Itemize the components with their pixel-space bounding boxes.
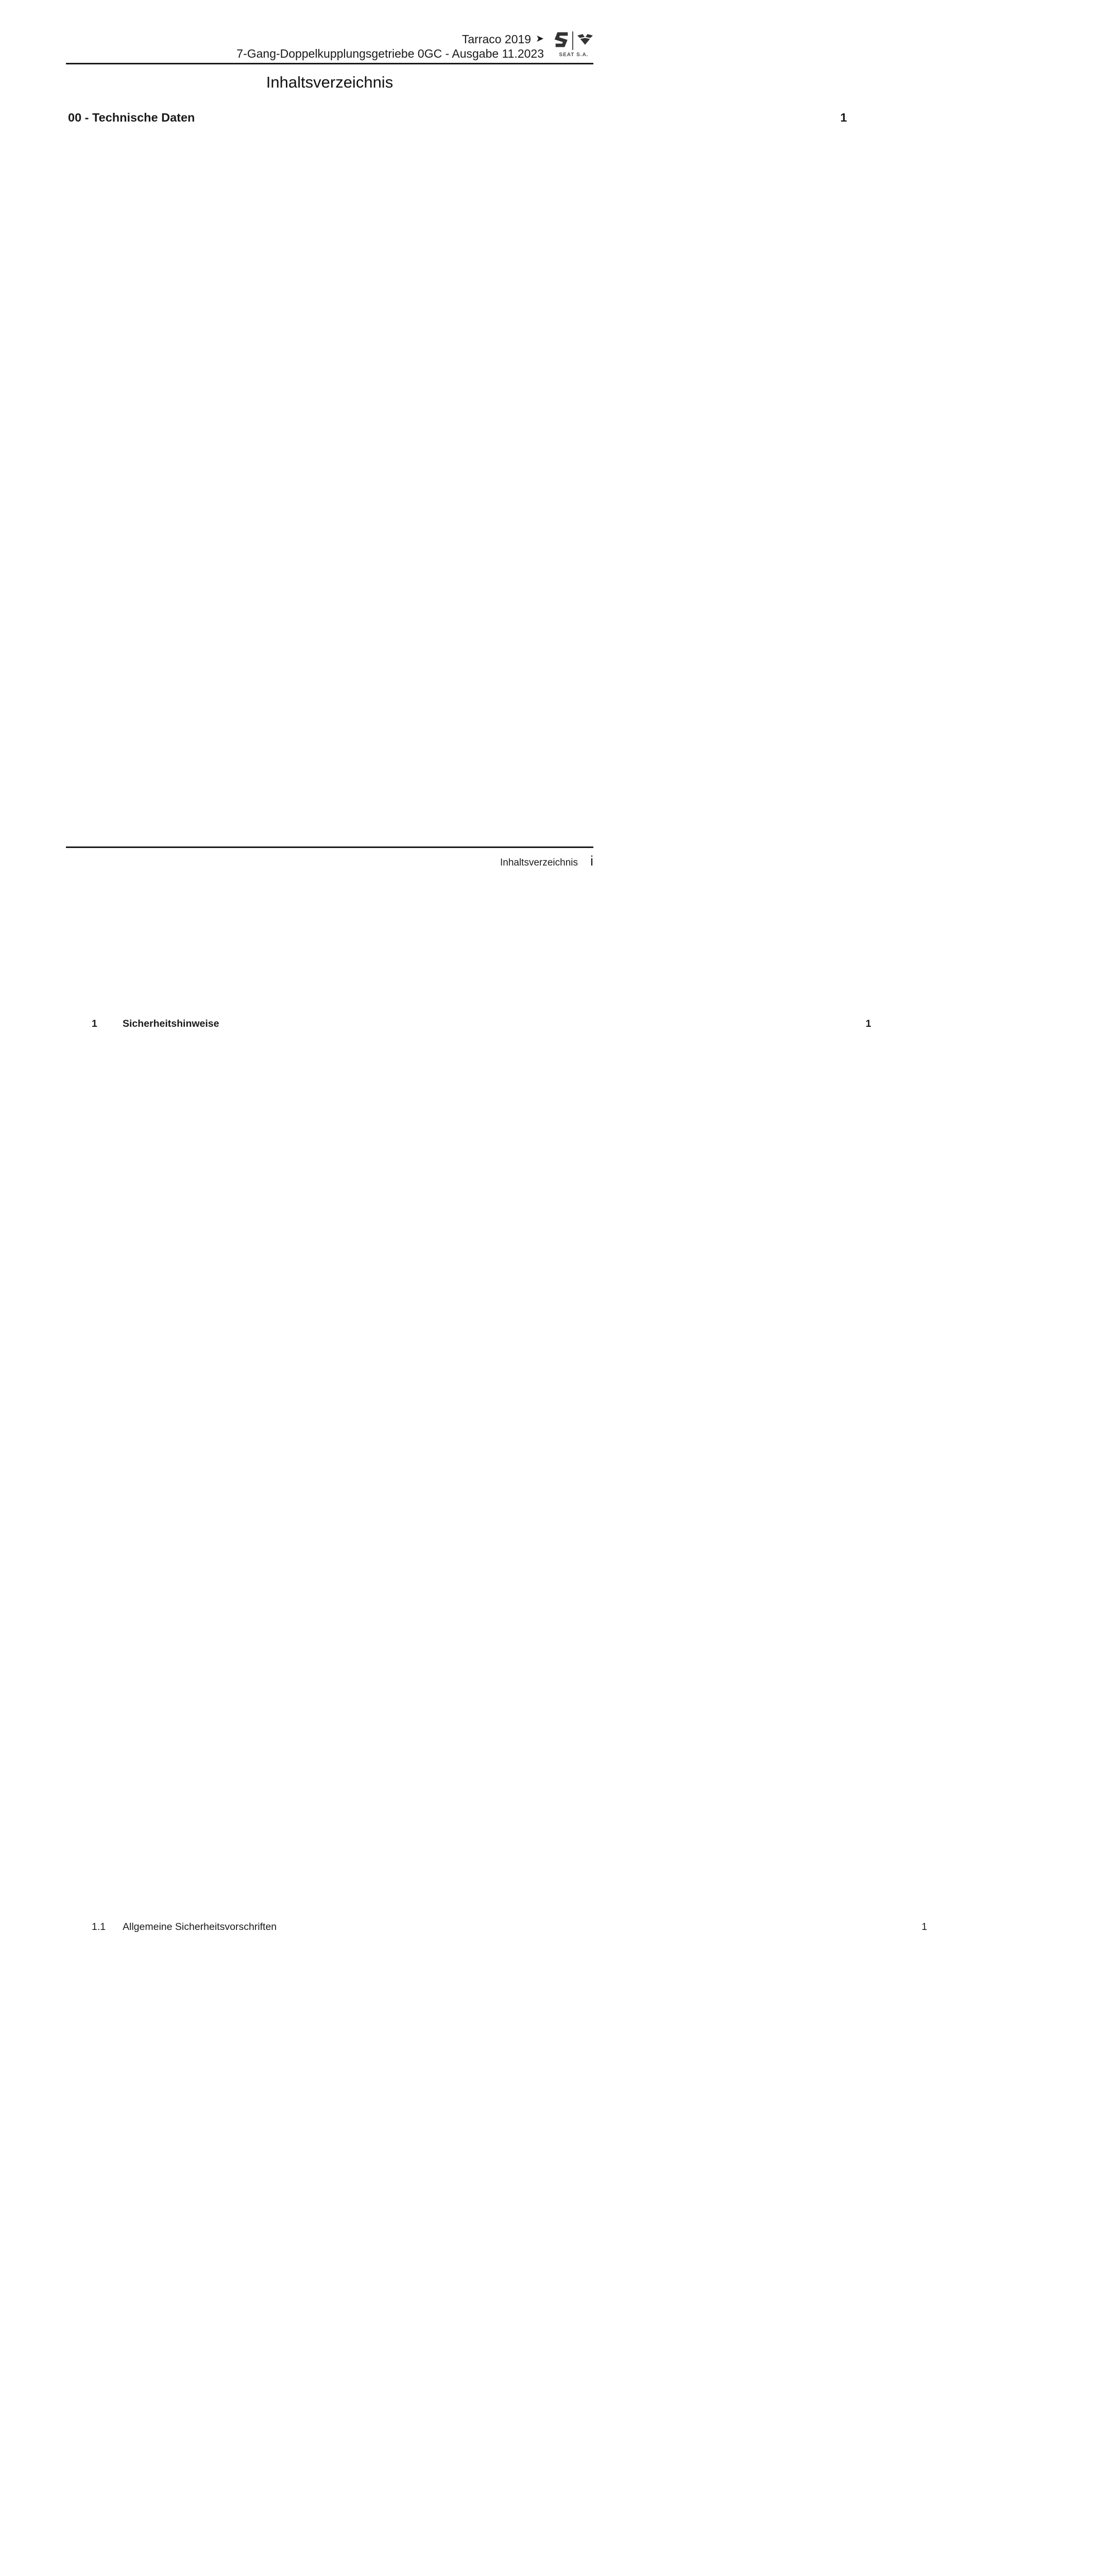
- toc-entry-page: 1: [288, 1921, 927, 2576]
- toc-list: [66, 110, 928, 2576]
- brand-logos: [555, 32, 593, 49]
- header-rule: [66, 63, 593, 64]
- toc-entry-number: 1: [92, 1018, 97, 1029]
- model-name: Tarraco 2019: [461, 32, 532, 46]
- cupra-logo-icon: [577, 32, 593, 49]
- arrow-right-icon: ➤: [536, 33, 544, 44]
- toc-entry-sub: [66, 1921, 928, 2576]
- header-text: [236, 32, 544, 61]
- footer-rule: [66, 846, 593, 848]
- footer-label: Inhaltsverzeichnis: [500, 857, 578, 868]
- toc-entry-number: 1.1: [92, 1921, 106, 1933]
- logo-divider: [572, 31, 573, 50]
- toc-content: [66, 73, 928, 2576]
- toc-entry-section: [66, 1018, 871, 1921]
- header-subtitle: 7-Gang-Doppelkupplungsgetriebe 0GC - Ausgabe 11.2023: [236, 47, 544, 60]
- page-title: Inhaltsverzeichnis: [266, 73, 394, 91]
- toc-entry-label: Sicherheitshinweise: [123, 1018, 219, 1029]
- toc-entry-page: 1: [233, 1018, 871, 1921]
- toc-entry-label: 00 - Technische Daten: [68, 111, 195, 124]
- footer-page-number: i: [590, 853, 593, 869]
- seat-logo-icon: [555, 31, 569, 50]
- brand-name: SEAT S.A.: [559, 52, 589, 58]
- page-footer: [500, 853, 593, 869]
- brand-block: [554, 32, 593, 58]
- page-header: [66, 32, 593, 61]
- toc-entry-label: Allgemeine Sicherheitsvorschriften: [123, 1921, 277, 1933]
- toc-entry-page: 1: [208, 110, 847, 1013]
- toc-entry-chapter: [66, 110, 847, 1013]
- header-model-line: [236, 32, 544, 46]
